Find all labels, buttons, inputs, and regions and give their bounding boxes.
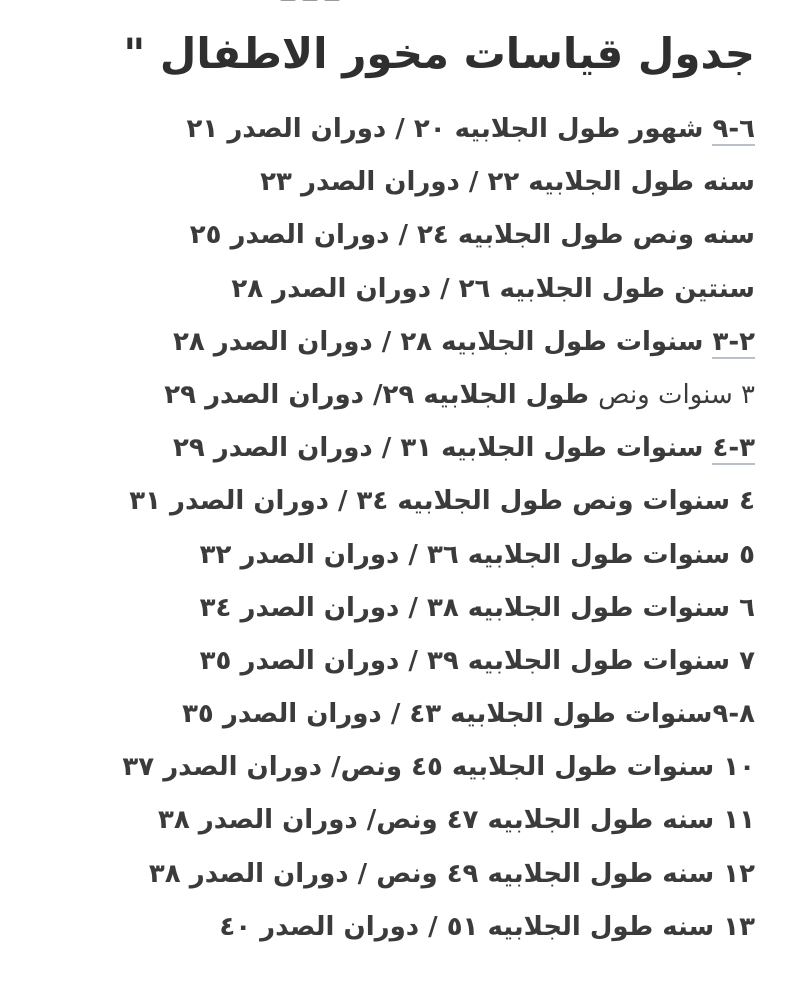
row-text: سنوات طول الجلابيه ٣١ / دوران الصدر ٢٩ [173,433,713,464]
size-row-5-years [122,529,755,582]
row-text: ١٢ سنه طول الجلابيه ٤٩ ونص / دوران الصدر ٣٨ [148,858,755,889]
size-row-1-5-years [122,209,755,262]
cropped-text-fragment [250,0,340,6]
size-row-6-years [122,582,755,635]
row-text: ١١ سنه طول الجلابيه ٤٧ ونص/ دوران الصدر ٣٨ [157,805,755,836]
size-row-2-years [122,263,755,316]
size-row-10-years [122,741,755,794]
age-range-link[interactable]: ٢-٣ [712,326,755,357]
size-row-1-year [122,156,755,209]
size-row-8-9-years [122,688,755,741]
size-row-11-years [122,794,755,847]
row-text: ٦ سنوات طول الجلابيه ٣٨ / دوران الصدر ٣٤ [199,592,755,623]
size-row-7-years [122,635,755,688]
row-text: سنه طول الجلابيه ٢٢ / دوران الصدر ٢٣ [260,167,755,198]
row-text: ٥ سنوات طول الجلابيه ٣٦ / دوران الصدر ٣٢ [199,539,755,570]
age-range-link[interactable]: ٦-٩ [712,114,755,144]
size-row-4-5-years [122,475,755,528]
size-row-6-9-months [122,103,755,156]
age-label: ٣ سنوات ونص [598,379,755,410]
row-text: سنتين طول الجلابيه ٢٦ / دوران الصدر ٢٨ [231,273,755,304]
size-row-3-4-years [122,422,755,475]
size-row-13-years [122,901,755,954]
age-range-link[interactable]: ٣-٤ [712,433,755,464]
row-text: ٧ سنوات طول الجلابيه ٣٩ / دوران الصدر ٣٥ [199,645,755,676]
row-text: سنوات طول الجلابيه ٢٨ / دوران الصدر ٢٨ [173,326,713,357]
page-title: جدول قياسات مخور الاطفال " [123,29,755,78]
row-text: شهور طول الجلابيه ٢٠ / دوران الصدر ٢١ [186,114,713,144]
row-text: ٨-٩سنوات طول الجلابيه ٤٣ / دوران الصدر ٣٥ [182,699,755,730]
row-text: ١٠ سنوات طول الجلابيه ٤٥ ونص/ دوران الصدر ٣٧ [122,752,755,783]
row-text: طول الجلابيه ٢٩/ دوران الصدر ٢٩ [164,379,599,410]
row-text: ٤ سنوات ونص طول الجلابيه ٣٤ / دوران الصدر ٣١ [129,486,755,517]
row-text: سنه ونص طول الجلابيه ٢٤ / دوران الصدر ٢٥ [189,220,755,251]
size-row-2-3-years [122,316,755,369]
size-row-12-years [122,848,755,901]
size-list [122,103,755,954]
row-text: ١٣ سنه طول الجلابيه ٥١ / دوران الصدر ٤٠ [219,911,755,942]
size-row-3-5-years [122,369,755,422]
